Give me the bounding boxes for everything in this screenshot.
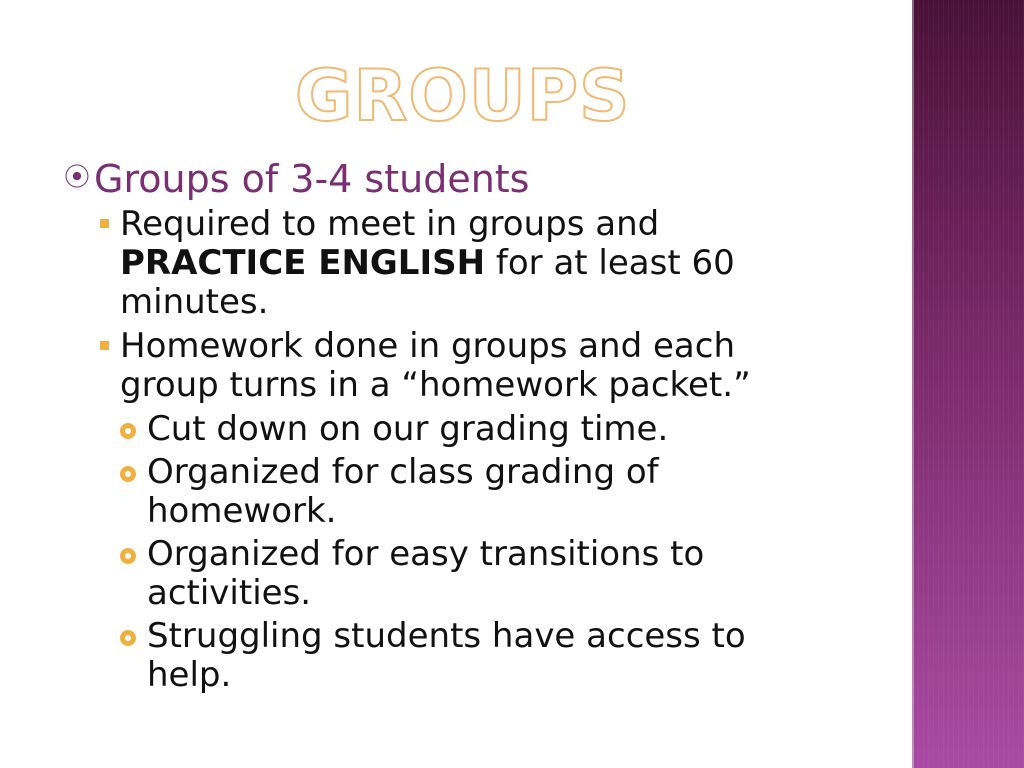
bullet-text-lead: Required to meet in groups and [120,204,660,244]
ring-bullet-icon [120,548,136,564]
bullet-level1-text: Groups of 3-4 students [94,157,530,201]
square-bullet-icon [100,341,109,350]
side-band-texture [918,0,1024,768]
ring-bullet-icon [120,466,136,482]
slide-title: GROUPS [295,55,631,137]
bullet-level3-text: Struggling students have access to help. [147,616,746,695]
side-band-edge [912,0,914,768]
bullet-level3-text: Organized for class grading of homework. [147,452,659,531]
circled-dot-icon: ⦿ [64,163,91,193]
bullet-level1 [64,152,529,205]
bullet-text-tail: for at least 60 minutes. [120,243,735,322]
bullet-level3-text: Organized for easy transitions to activities. [147,534,705,613]
bullet-text-emphasis: PRACTICE ENGLISH [120,243,486,283]
bullet-level3-text: Cut down on our grading time. [147,409,669,449]
square-bullet-icon [100,219,109,228]
bullet-level2-text [120,205,800,322]
bullet-level2-text: Homework done in groups and each group turns in a “homework packet.” [120,326,751,405]
ring-bullet-icon [120,630,136,646]
ring-bullet-icon [120,423,136,439]
